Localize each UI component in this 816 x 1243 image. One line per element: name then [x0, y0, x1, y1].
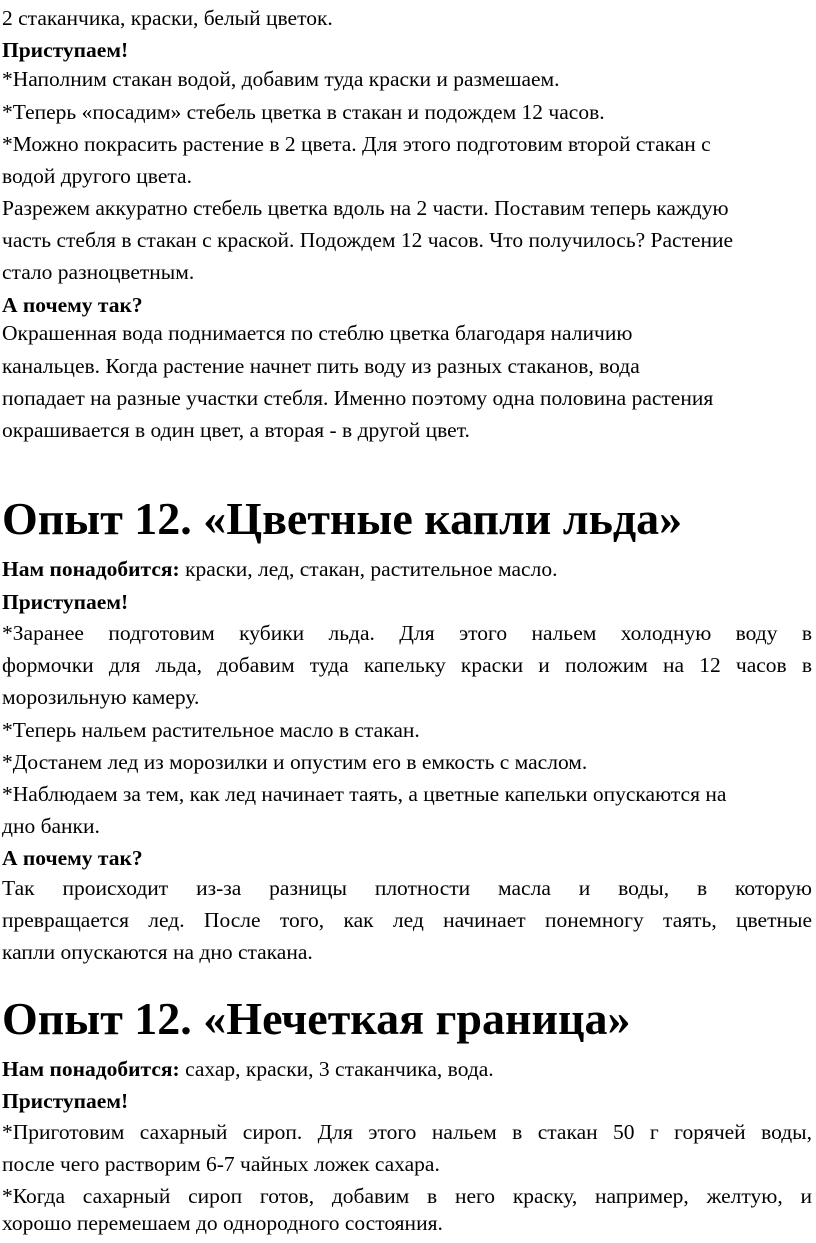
step-line: стало разноцветным.: [2, 260, 195, 284]
step-line: Разрежем аккуратно стебель цветка вдоль на 2 части. Поставим теперь каждую: [2, 196, 729, 220]
step-line: дно банки.: [2, 814, 100, 838]
step-line: *Можно покрасить растение в 2 цвета. Для этого подготовим второй стакан с: [2, 132, 711, 156]
why-label: А почему так?: [2, 846, 143, 870]
section-heading: Опыт 12. «Нечеткая граница»: [2, 993, 631, 1044]
step-line: *Приготовим сахарный сироп. Для этого нальем в стакан 50 г горячей воды,: [2, 1120, 812, 1144]
step-line: хорошо перемешаем до однородного состояния.: [2, 1211, 443, 1235]
step-line: формочки для льда, добавим туда капельку краски и положим на 12 часов в: [2, 653, 812, 677]
start-label: Приступаем!: [2, 1089, 129, 1113]
start-label: Приступаем!: [2, 590, 129, 614]
step-line: *Достанем лед из морозилки и опустим его в емкость с маслом.: [2, 750, 588, 774]
step-line: после чего растворим 6-7 чайных ложек сахара.: [2, 1152, 440, 1176]
ingredients-line: [2, 553, 812, 585]
step-line: *Теперь нальем растительное масло в стакан.: [2, 718, 420, 742]
ingredients-label: Нам понадобится:: [2, 557, 180, 581]
step-line: часть стебля в стакан с краской. Подождем 12 часов. Что получилось? Растение: [2, 228, 734, 252]
step-line: *Наполним стакан водой, добавим туда краски и размешаем.: [2, 67, 560, 91]
step-line: *Теперь «посадим» стебель цветка в стакан и подождем 12 часов.: [2, 100, 605, 124]
step-line: *Наблюдаем за тем, как лед начинает таять, а цветные капельки опускаются на: [2, 782, 727, 806]
ingredients-text: краски, лед, стакан, растительное масло.: [179, 557, 558, 581]
ingredients-text: сахар, краски, 3 стаканчика, вода.: [179, 1057, 494, 1081]
why-label: А почему так?: [2, 293, 143, 317]
section-heading: Опыт 12. «Цветные капли льда»: [2, 493, 683, 544]
explanation-line: канальцев. Когда растение начнет пить воду из разных стаканов, вода: [2, 354, 640, 378]
explanation-line: окрашивается в один цвет, а вторая - в другой цвет.: [2, 418, 470, 442]
explanation-line: превращается лед. После того, как лед начинает понемногу таять, цветные: [2, 908, 812, 932]
intro-line: 2 стаканчика, краски, белый цветок.: [2, 6, 333, 30]
explanation-line: Окрашенная вода поднимается по стеблю цветка благодаря наличию: [2, 321, 633, 345]
explanation-line: Так происходит из-за разницы плотности масла и воды, в которую: [2, 876, 812, 900]
step-line: водой другого цвета.: [2, 164, 192, 188]
explanation-line: попадает на разные участки стебля. Именно поэтому одна половина растения: [2, 386, 714, 410]
step-line: *Заранее подготовим кубики льда. Для этого нальем холодную воду в: [2, 621, 812, 645]
step-line: *Когда сахарный сироп готов, добавим в него краску, например, желтую, и: [2, 1184, 812, 1208]
ingredients-label: Нам понадобится:: [2, 1057, 180, 1081]
explanation-line: капли опускаются на дно стакана.: [2, 940, 313, 964]
ingredients-line: [2, 1053, 812, 1085]
step-line: морозильную камеру.: [2, 685, 200, 709]
start-label: Приступаем!: [2, 38, 129, 62]
